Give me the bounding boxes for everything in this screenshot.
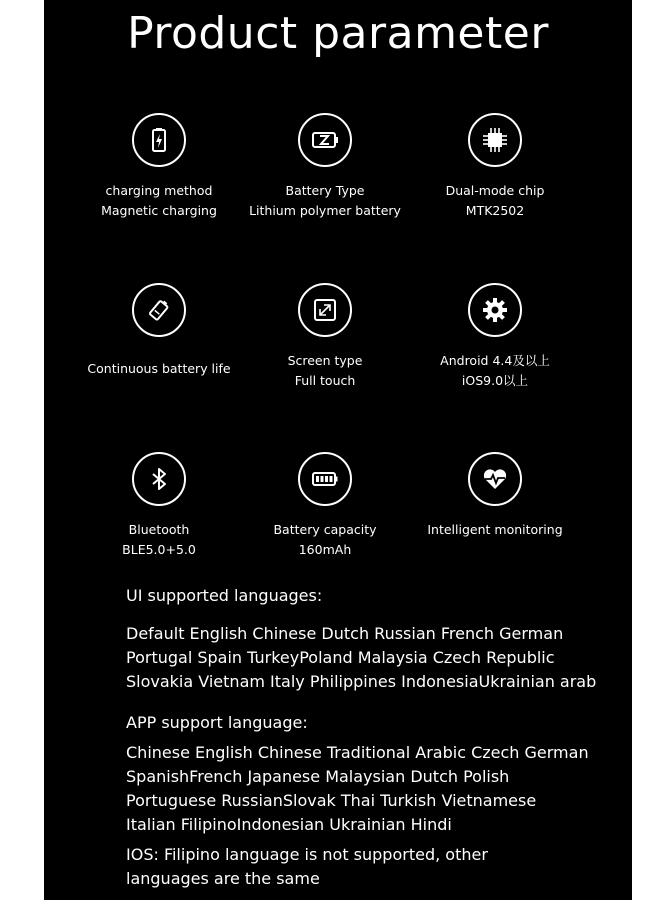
feature-battery-capacity	[240, 452, 410, 560]
feature-value: iOS9.0以上	[461, 373, 529, 388]
ios-note-section	[126, 843, 626, 891]
product-parameter-panel	[44, 0, 632, 900]
app-languages-line: Chinese English Chinese Traditional Arabic Czech German	[126, 743, 589, 762]
feature-screen-type	[240, 283, 410, 391]
gear-icon	[468, 283, 522, 337]
app-languages-line: Portuguese RussianSlovak Thai Turkish Vietnamese	[126, 791, 537, 810]
battery-capacity-icon	[298, 452, 352, 506]
feature-os-support	[410, 283, 580, 391]
feature-label: Battery capacity	[273, 522, 377, 537]
ios-note	[126, 843, 626, 891]
ios-note-line: IOS: Filipino language is not supported, other	[126, 845, 488, 864]
ui-languages-section	[126, 584, 626, 694]
heart-rate-icon	[468, 452, 522, 506]
app-languages-list	[126, 741, 626, 837]
feature-value: Full touch	[294, 373, 356, 388]
feature-battery-life	[74, 283, 244, 379]
app-languages-section	[126, 711, 626, 837]
battery-type-icon	[298, 113, 352, 167]
ui-languages-list	[126, 622, 626, 694]
feature-charging-method	[74, 113, 244, 221]
feature-label: Battery Type	[285, 183, 365, 198]
feature-label: charging method	[105, 183, 213, 198]
ui-languages-heading: UI supported languages:	[126, 586, 323, 605]
charging-icon	[132, 113, 186, 167]
feature-value: Lithium polymer battery	[249, 203, 401, 218]
ios-note-line: languages are the same	[126, 869, 320, 888]
feature-value: Magnetic charging	[101, 203, 217, 218]
feature-label: Dual-mode chip	[445, 183, 545, 198]
page-title: Product parameter	[127, 8, 549, 59]
feature-dual-mode-chip	[410, 113, 580, 221]
battery-life-icon	[132, 283, 186, 337]
feature-battery-type	[240, 113, 410, 221]
feature-value: BLE5.0+5.0	[122, 542, 196, 557]
feature-label: Bluetooth	[128, 522, 190, 537]
feature-label: Android 4.4及以上	[440, 353, 550, 368]
ui-languages-line: Default English Chinese Dutch Russian French German	[126, 624, 564, 643]
bluetooth-icon	[132, 452, 186, 506]
feature-bluetooth	[74, 452, 244, 560]
feature-label: Continuous battery life	[87, 361, 231, 376]
app-languages-heading: APP support language:	[126, 713, 308, 732]
app-languages-line: Italian FilipinoIndonesian Ukrainian Hindi	[126, 815, 452, 834]
app-languages-line: SpanishFrench Japanese Malaysian Dutch Polish	[126, 767, 510, 786]
feature-value: MTK2502	[465, 203, 525, 218]
feature-value: 160mAh	[298, 542, 352, 557]
feature-intelligent-monitoring	[410, 452, 580, 540]
feature-label: Intelligent monitoring	[427, 522, 563, 537]
ui-languages-line: Portugal Spain TurkeyPoland Malaysia Czech Republic	[126, 648, 555, 667]
ui-languages-line: Slovakia Vietnam Italy Philippines IndonesiaUkrainian arab	[126, 672, 597, 691]
screen-expand-icon	[298, 283, 352, 337]
feature-label: Screen type	[287, 353, 363, 368]
chip-icon	[468, 113, 522, 167]
